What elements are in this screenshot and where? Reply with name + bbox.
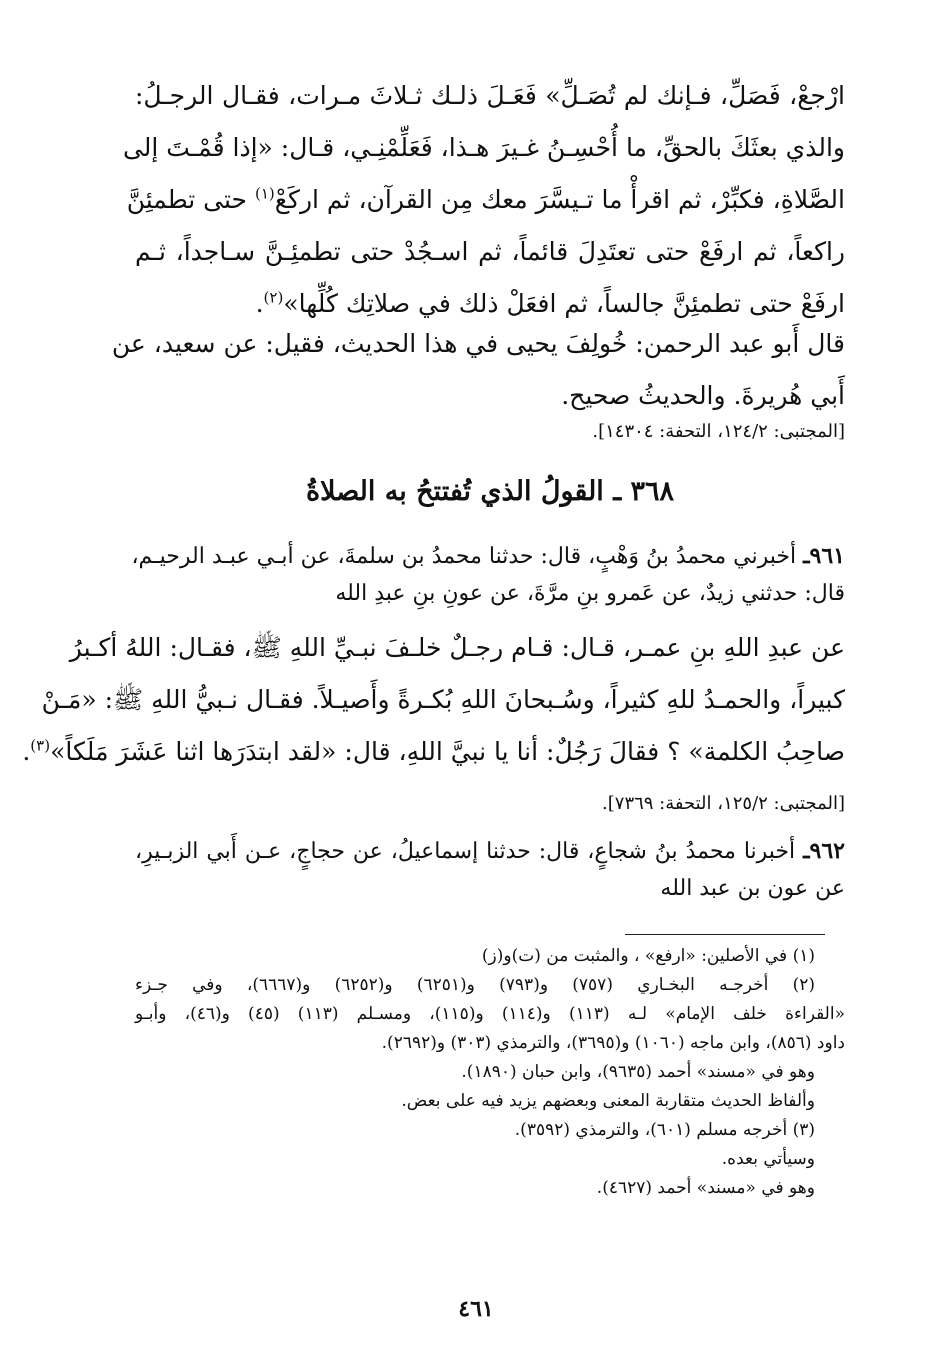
footnotes xyxy=(135,942,845,1203)
text-segment: أخبرني محمدُ بنُ وَهْبٍ، قال: حدثنا محمدُ بن سلمةَ، عن أبـي عبـد الرحيـم، xyxy=(131,544,797,569)
text-line xyxy=(126,174,845,226)
text-line: والذي بعثَكَ بالحقِّ، ما أُحْسِـنُ غـيرَ هـذا، فَعَلِّمْنِـي، قـال: «إذا قُمْـتَ إلى xyxy=(122,133,845,162)
text-line: عن عبدِ اللهِ بنِ عمـر، قـال: قـام رجـلٌ خلـفَ نبـيِّ اللهِ ﷺ، فقـال: اللهُ أكـبرُ xyxy=(69,633,845,662)
text-line: ارْجعْ، فَصَلِّ، فـإنك لم تُصَـلِّ» فَعَـلَ ذلـك ثـلاثَ مـرات، فقـال الرجـلُ: xyxy=(135,81,845,110)
footnote-line: وسيأتي بعده. xyxy=(721,1149,815,1169)
page-number: ٤٦١ xyxy=(458,1296,494,1322)
footnote-line: «القراءة خلف الإمام» لـه (١١٣) و(١١٤) و(١١٥)، ومسـلم (١١٣) (٤٥) و(٤٦)، وأبـو xyxy=(135,1004,845,1024)
text-line xyxy=(22,726,845,778)
text-line: عن عون بن عبد الله xyxy=(660,876,845,901)
text-segment: حتى تطمئِنَّ xyxy=(126,185,247,214)
text-line: راكعاً، ثم ارفَعْ حتى تعتَدِلَ قائماً، ثم اسـجُدْ حتى تطمئِـنَّ سـاجداً، ثـم xyxy=(135,237,845,266)
text-line xyxy=(131,537,845,575)
hadith-number: ٩٦٢ـ xyxy=(803,838,845,864)
footnote-marker: (٣) xyxy=(30,736,51,755)
text-line: قال: حدثني زيدٌ، عن عَمرو بنِ مرَّةَ، عن عونِ بنِ عبدِ الله xyxy=(335,581,845,606)
footnote-line: وهو في «مسند» أحمد (٩٦٣٥)، وابن حبان (١٨٩٠). xyxy=(461,1062,815,1082)
footnote-marker: (١) xyxy=(254,184,275,203)
chapter-heading: ٣٦٨ ـ القولُ الذي تُفتتحُ به الصلاةُ xyxy=(305,476,675,507)
text-segment: . xyxy=(22,737,31,766)
footnote-line: وألفاظ الحديث متقاربة المعنى وبعضهم يزيد فيه على بعض. xyxy=(401,1091,815,1111)
text-line: قال أَبو عبد الرحمن: خُولِفَ يحيى في هذا الحديث، فقيل: عن سعيد، عن xyxy=(111,329,845,358)
footnote-line: وهو في «مسند» أحمد (٤٦٢٧). xyxy=(596,1178,815,1198)
text-line xyxy=(135,832,845,870)
hadith-number: ٩٦١ـ xyxy=(803,543,845,569)
hadith-962 xyxy=(135,832,845,908)
top-paragraph xyxy=(122,70,845,330)
text-segment: أخبرنا محمدُ بنُ شجاعٍ، قال: حدثنا إسماعيلُ، عن حجاجٍ، عـن أَبي الزبـيرِ، xyxy=(135,839,796,864)
text-line: أَبي هُريرةَ. والحديثُ صحيح. xyxy=(561,381,845,410)
text-segment: صاحِبُ الكلمة» ؟ فقالَ رَجُلٌ: أنا يا نبيَّ اللهِ، قال: «لقد ابتدَرَها اثنا عَشَرَ مَلَكاً» xyxy=(50,737,845,766)
text-segment: الصَّلاةِ، فكبِّرْ، ثم اقرأْ ما تـيسَّرَ معك مِن القرآن، ثم اركَعْ xyxy=(274,185,845,214)
footnote-line: (٣) أخرجه مسلم (٦٠١)، والترمذي (٣٥٩٢). xyxy=(514,1120,815,1140)
footnote-separator xyxy=(625,934,825,935)
reference-note: [المجتبى: ١٢٥/٢، التحفة: ٧٣٦٩]. xyxy=(602,793,845,814)
note-paragraph xyxy=(111,318,845,422)
reference-note: [المجتبى: ١٢٤/٢، التحفة: ١٤٣٠٤]. xyxy=(592,421,845,442)
text-segment: ارفَعْ حتى تطمئِنَّ جالساً، ثم افعَلْ ذلك في صلاتِك كُلِّها» xyxy=(283,289,845,318)
hadith-961-isnad xyxy=(131,537,845,613)
hadith-961-matn xyxy=(22,622,845,778)
text-line: كبيراً، والحمـدُ للهِ كثيراً، وسُـبحانَ اللهِ بُكـرةً وأَصيـلاً. فقـال نـبيُّ اللهِ ﷺ: «مَـنْ xyxy=(41,685,845,714)
footnote-line: (١) في الأصلين: «ارفع» ، والمثبت من (ت)و(ز) xyxy=(481,946,815,966)
text-segment: . xyxy=(255,289,264,318)
footnote-line: داود (٨٥٦)، وابن ماجه (١٠٦٠) و(٣٦٩٥)، والترمذي (٣٠٣) و(٢٦٩٢). xyxy=(381,1033,845,1053)
footnote-marker: (٢) xyxy=(263,288,284,307)
footnote-line: (٢) أخرجـه البخـاري (٧٥٧) و(٧٩٣) و(٦٢٥١) و(٦٢٥٢) و(٦٦٦٧)، وفي جـزء xyxy=(135,975,816,995)
